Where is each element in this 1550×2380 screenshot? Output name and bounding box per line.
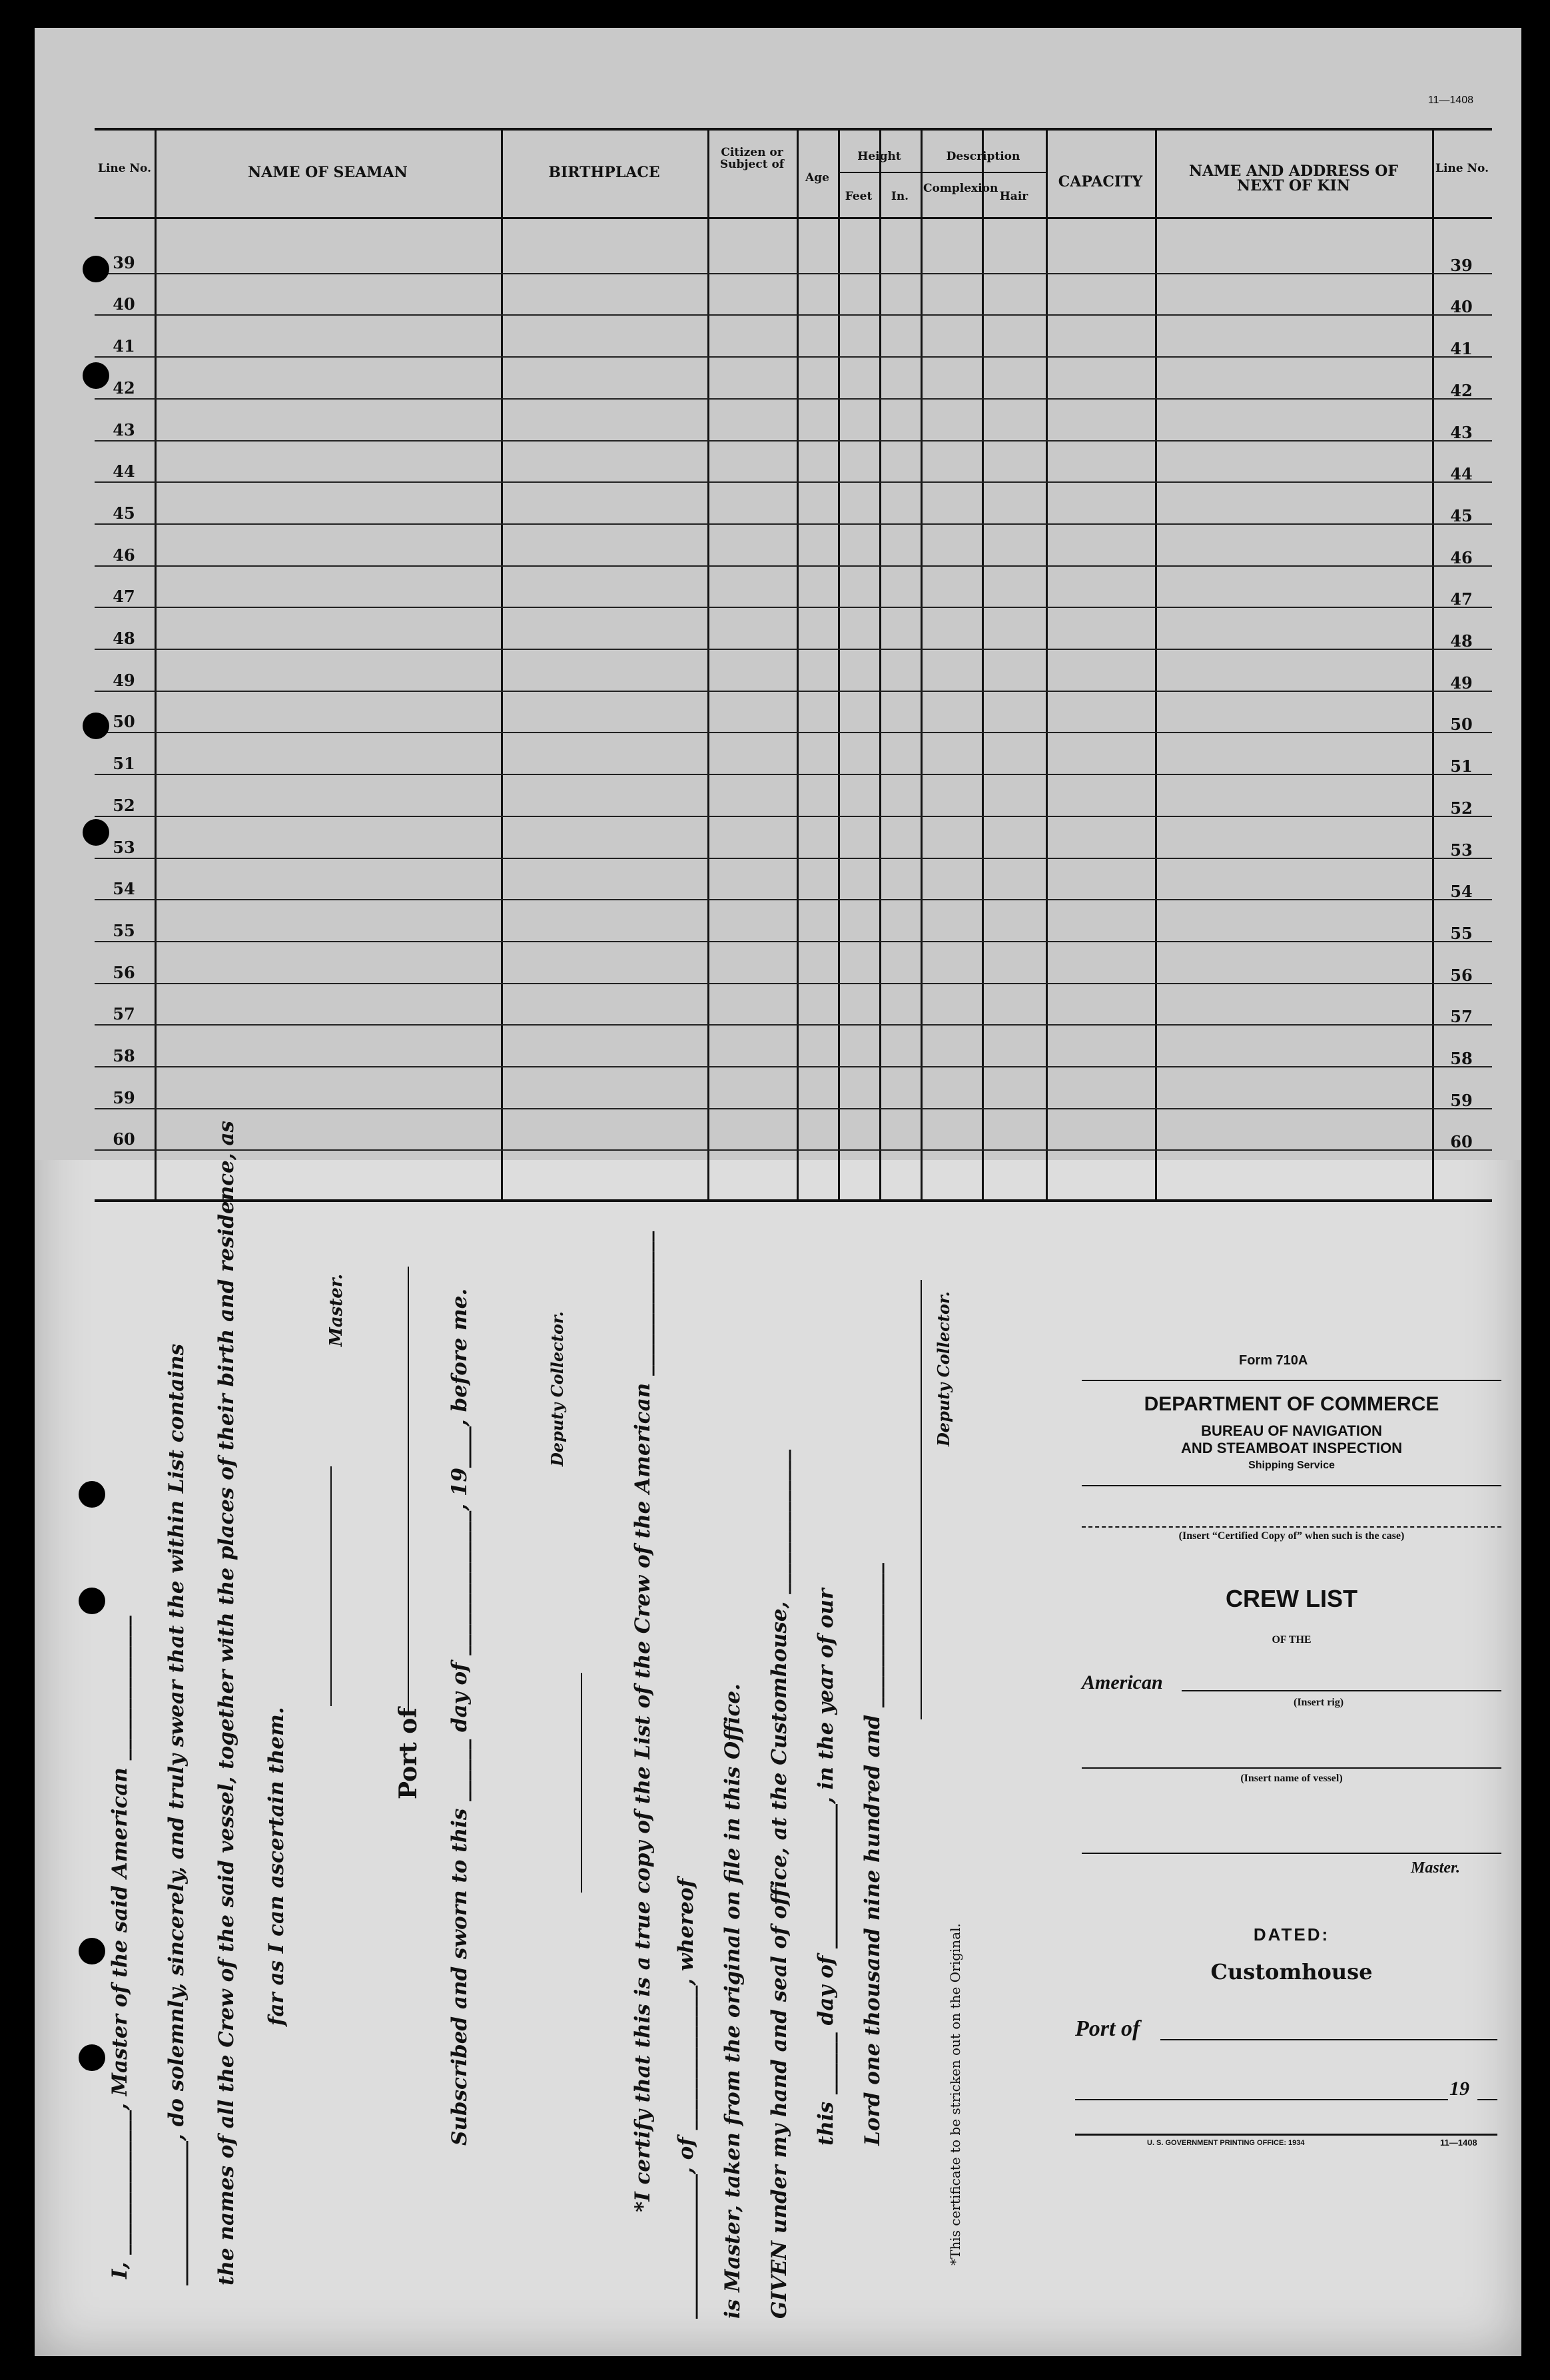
header-capacity: CAPACITY [1058, 173, 1143, 190]
table-row [95, 1149, 1492, 1151]
line-number-left: 49 [113, 670, 135, 690]
punch-hole [83, 819, 109, 846]
line-number-right: 40 [1450, 297, 1473, 317]
back-of-the: OF THE [1272, 1634, 1312, 1645]
punch-hole [83, 256, 109, 282]
line-number-right: 52 [1450, 798, 1473, 818]
back-form-code: 11—1408 [1440, 2138, 1477, 2148]
header-citizen: Citizen or Subject of [719, 146, 785, 171]
back-year-19: 19 [1449, 2078, 1469, 2100]
punch-hole [79, 1588, 105, 1614]
header-name-of-seaman: NAME OF SEAMAN [248, 164, 408, 181]
cert-subscribed-line: Subscribed and sworn to this ______ day of ______________, 19____, before me. [448, 1288, 472, 2146]
cert-port-of: Port of [394, 1707, 422, 1799]
line-number-left: 59 [113, 1087, 135, 1107]
table-row [95, 732, 1492, 733]
back-american: American [1082, 1671, 1163, 1693]
line-number-right: 53 [1450, 840, 1473, 860]
table-row [95, 314, 1492, 316]
line-number-left: 43 [113, 420, 135, 440]
line-number-right: 58 [1450, 1049, 1473, 1068]
punch-hole [79, 2044, 105, 2071]
line-number-left: 47 [113, 587, 135, 607]
back-dated: DATED: [1253, 1925, 1330, 1944]
deputy-signature-line [581, 1673, 582, 1893]
table-row [95, 1066, 1492, 1067]
line-number-right: 44 [1450, 464, 1473, 484]
line-number-left: 54 [113, 879, 135, 899]
cert-this-day-line: this ______ day of ______________, in the year of our [814, 1588, 838, 2146]
back-crew-list-title: CREW LIST [1226, 1585, 1357, 1612]
header-line-no: Line No. [97, 162, 151, 175]
port-of-line [408, 1267, 409, 1713]
line-number-right: 46 [1450, 547, 1473, 567]
punch-hole [83, 362, 109, 389]
table-row [95, 941, 1492, 942]
table-row [95, 649, 1492, 650]
line-number-right: 41 [1450, 339, 1473, 359]
cert-whereof-line: ______________, of ______________, whereof [674, 1879, 698, 2319]
line-number-right: 50 [1450, 715, 1473, 735]
table-row [95, 774, 1492, 775]
cert-certify-line: *I certify that this is a true copy of the List of the Crew of the American ______________ [631, 1231, 655, 2212]
table-row [95, 1108, 1492, 1109]
back-form-number: Form 710A [1239, 1353, 1308, 1368]
deputy-signature-line-2 [921, 1280, 922, 1719]
header-hair: Hair [999, 190, 1028, 203]
form-page [35, 28, 1521, 2356]
line-number-right: 56 [1450, 965, 1473, 985]
cert-names-line: the names of all the Crew of the said vessel, together with the places of their birth and residence, as [214, 1120, 238, 2285]
line-number-right: 42 [1450, 380, 1473, 400]
line-number-right: 55 [1450, 923, 1473, 943]
table-row [95, 1024, 1492, 1026]
table-row [95, 816, 1492, 817]
back-shipping-service: Shipping Service [1248, 1460, 1335, 1471]
cert-deputy-collector: Deputy Collector. [548, 1311, 567, 1466]
line-number-right: 47 [1450, 589, 1473, 609]
table-row [95, 607, 1492, 608]
line-number-left: 58 [113, 1046, 135, 1065]
header-complexion: Complexion [923, 182, 998, 195]
line-number-left: 56 [113, 962, 135, 982]
line-number-left: 50 [113, 712, 135, 732]
header-birthplace: BIRTHPLACE [548, 164, 660, 181]
table-row [95, 398, 1492, 400]
line-number-left: 45 [113, 503, 135, 523]
table-row [95, 523, 1492, 525]
line-number-right: 45 [1450, 505, 1473, 525]
line-number-right: 48 [1450, 631, 1473, 651]
line-number-left: 55 [113, 920, 135, 940]
crew-table [95, 128, 1492, 1202]
header-description: Description [946, 150, 1020, 163]
table-row [95, 481, 1492, 483]
line-number-right: 51 [1450, 756, 1473, 776]
line-number-left: 52 [113, 795, 135, 815]
table-row [95, 356, 1492, 358]
back-insert-vessel: (Insert name of vessel) [1240, 1773, 1343, 1784]
cert-lord-line: Lord one thousand nine hundred and ______________ [861, 1563, 885, 2146]
table-row [95, 440, 1492, 442]
line-number-right: 60 [1450, 1132, 1473, 1152]
table-row [95, 983, 1492, 984]
back-customhouse: Customhouse [1210, 1959, 1373, 1984]
line-number-left: 42 [113, 378, 135, 398]
back-printing-office: U. S. GOVERNMENT PRINTING OFFICE: 1934 [1147, 2139, 1305, 2147]
line-number-right: 54 [1450, 882, 1473, 902]
cert-footnote: *This certificate to be stricken out on the Original. [947, 1923, 963, 2265]
back-insert-certified: (Insert “Certified Copy of” when such is the case) [1178, 1530, 1405, 1542]
line-number-right: 43 [1450, 422, 1473, 442]
back-bureau-2: AND STEAMBOAT INSPECTION [1180, 1440, 1403, 1456]
cert-swear-line: ______________, do solemnly, sincerely, and truly swear that the within List contains [165, 1343, 189, 2285]
line-number-left: 40 [113, 294, 135, 314]
cert-master-label: Master. [326, 1273, 346, 1346]
table-row [95, 899, 1492, 900]
line-number-left: 39 [113, 252, 135, 272]
line-number-right: 59 [1450, 1090, 1473, 1110]
table-row [95, 858, 1492, 859]
line-number-left: 48 [113, 629, 135, 648]
table-row [95, 691, 1492, 692]
header-age: Age [805, 171, 829, 184]
line-number-left: 57 [113, 1004, 135, 1024]
line-number-left: 44 [113, 461, 135, 481]
back-master-label: Master. [1411, 1859, 1461, 1877]
cert-ascertain-line: far as I can ascertain them. [264, 1707, 288, 2026]
back-insert-rig: (Insert rig) [1294, 1697, 1344, 1708]
header-inches: In. [891, 190, 909, 203]
header-next-of-kin: NAME AND ADDRESS OF NEXT OF KIN [1189, 162, 1398, 194]
header-feet: Feet [845, 190, 873, 203]
table-row [95, 565, 1492, 567]
line-number-left: 51 [113, 754, 135, 774]
back-department: DEPARTMENT OF COMMERCE [1144, 1393, 1439, 1415]
cert-master-line: I, ______________, Master of the said American ______________ [108, 1616, 132, 2279]
punch-hole [83, 713, 109, 739]
header-line-no-right: Line No. [1435, 162, 1489, 175]
back-bureau-1: BUREAU OF NAVIGATION [1201, 1422, 1382, 1439]
form-code-top: 11—1408 [1427, 95, 1473, 106]
master-signature-line [330, 1466, 332, 1706]
line-number-left: 60 [113, 1129, 135, 1149]
line-number-left: 46 [113, 545, 135, 565]
line-number-left: 41 [113, 336, 135, 356]
line-number-left: 53 [113, 837, 135, 857]
cert-master-taken-line: is Master, taken from the original on file in this Office. [721, 1683, 745, 2319]
line-number-right: 49 [1450, 673, 1473, 693]
back-port-of: Port of [1075, 2016, 1140, 2041]
cert-given-line: GIVEN under my hand and seal of office, at the Customhouse, ______________ [767, 1449, 791, 2319]
line-number-right: 39 [1450, 255, 1473, 275]
punch-hole [79, 1938, 105, 1964]
cert-deputy-collector-2: Deputy Collector. [934, 1291, 953, 1446]
header-height: Height [857, 150, 901, 163]
line-number-right: 57 [1450, 1007, 1473, 1027]
punch-hole [79, 1481, 105, 1508]
table-row [95, 273, 1492, 274]
